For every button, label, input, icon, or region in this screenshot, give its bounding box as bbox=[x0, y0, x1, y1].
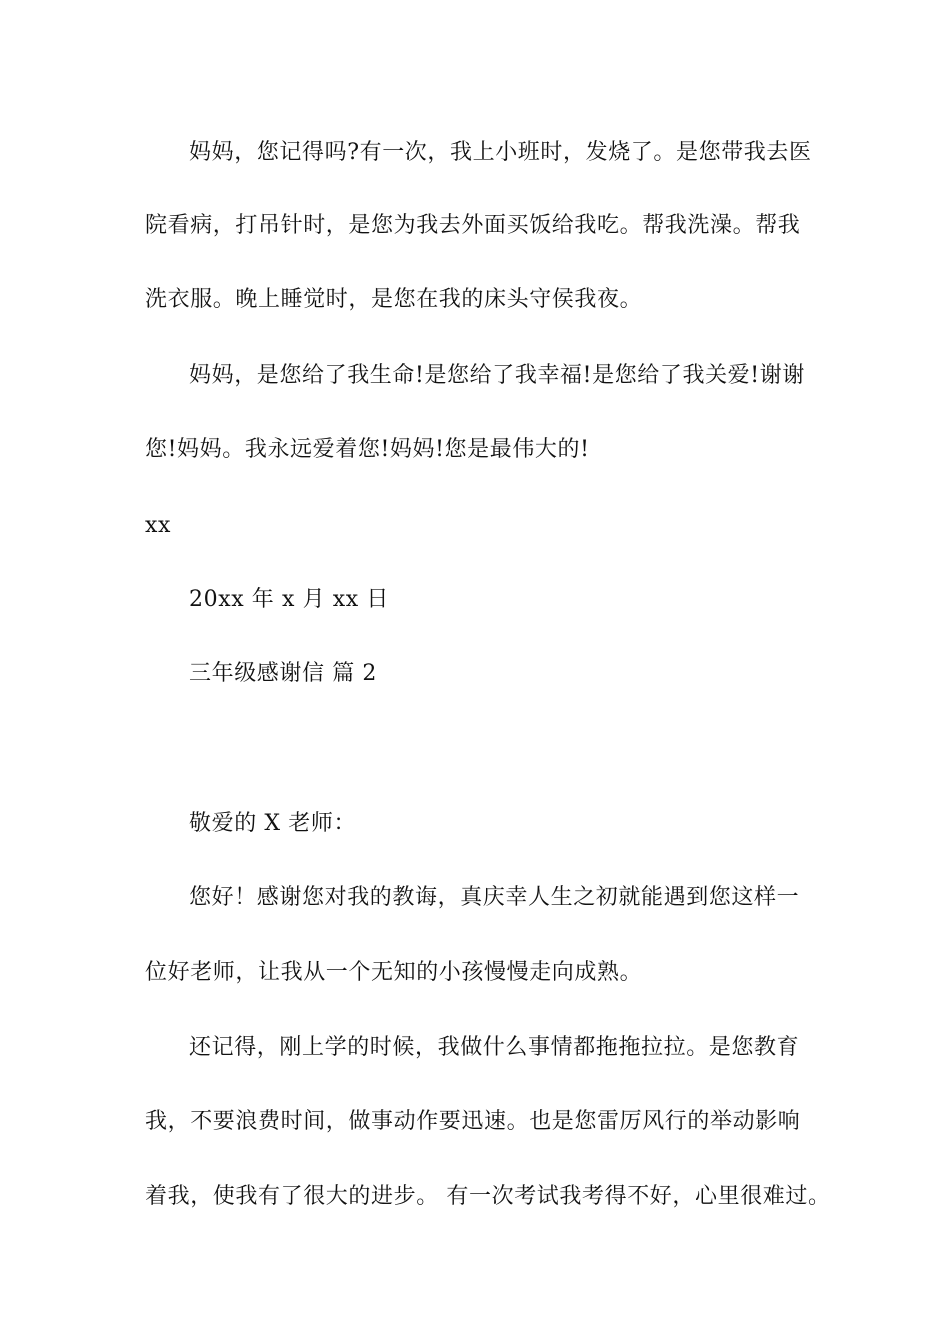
paragraph-line: 您好！感谢您对我的教诲，真庆幸人生之初就能遇到您这样一 bbox=[189, 885, 800, 910]
paragraph-line: 院看病，打吊针时，是您为我去外面买饭给我吃。帮我洗澡。帮我 bbox=[145, 213, 801, 238]
letter-salutation: 敬爱的 X 老师： bbox=[189, 811, 357, 836]
paragraph-line: 位好老师，让我从一个无知的小孩慢慢走向成熟。 bbox=[145, 960, 643, 985]
paragraph-line: 洗衣服。晚上睡觉时，是您在我的床头守侯我夜。 bbox=[145, 287, 643, 312]
letter-date: 20xx 年 x 月 xx 日 bbox=[189, 587, 389, 612]
paragraph-line: 妈妈，是您给了我生命!是您给了我幸福!是您给了我关爱!谢谢 bbox=[189, 363, 805, 388]
paragraph-line: 还记得，刚上学的时候，我做什么事情都拖拖拉拉。是您教育 bbox=[189, 1035, 800, 1060]
section-heading: 三年级感谢信 篇 2 bbox=[189, 661, 377, 686]
paragraph-line: 您!妈妈。我永远爱着您!妈妈!您是最伟大的! bbox=[145, 437, 590, 462]
paragraph-line: 着我，使我有了很大的进步。 有一次考试我考得不好，心里很难过。 bbox=[145, 1184, 831, 1209]
paragraph-line: 我，不要浪费时间，做事动作要迅速。也是您雷厉风行的举动影响 bbox=[145, 1109, 801, 1134]
signature-name: xx bbox=[145, 513, 172, 538]
paragraph-line: 妈妈，您记得吗?有一次，我上小班时，发烧了。是您带我去医 bbox=[189, 140, 812, 165]
